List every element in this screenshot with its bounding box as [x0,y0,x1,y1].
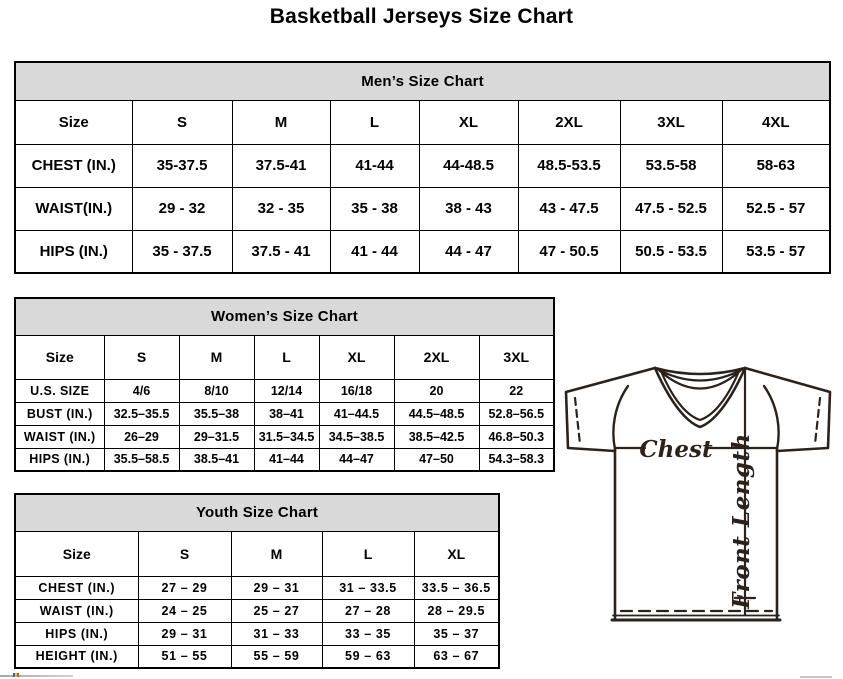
mens-cell: 44-48.5 [419,144,518,187]
jersey-left-armhole-seam [613,386,628,449]
youth-waist-row [15,599,499,622]
youth-cell: 28 – 29.5 [414,599,499,622]
mens-col-header-3xl: 3XL [620,100,722,144]
mens-cell: 53.5-58 [620,144,722,187]
mens-col-header-size: Size [15,100,132,144]
womens-col-header-2xl: 2XL [394,335,479,379]
mens-cell: 35 - 38 [330,187,419,230]
youth-cell: 51 – 55 [138,645,231,668]
womens-col-header-xl: XL [319,335,394,379]
youth-cell: 35 – 37 [414,622,499,645]
womens-row-label-hips: HIPS (IN.) [15,448,104,471]
womens-row-label-bust: BUST (IN.) [15,402,104,425]
youth-col-header-l: L [322,531,414,576]
mens-cell: 37.5-41 [232,144,330,187]
youth-row-label-hips: HIPS (IN.) [15,622,138,645]
mens-chest-row [15,144,830,187]
youth-col-header-size: Size [15,531,138,576]
jersey-right-armhole-seam [764,386,779,449]
jersey-left-cuff-dash [575,398,580,444]
mens-table-title: Men’s Size Chart [15,62,830,100]
mens-row-label-chest: CHEST (IN.) [15,144,132,187]
jersey-diagram [558,358,840,630]
mens-row-label-waist: WAIST(IN.) [15,187,132,230]
womens-cell: 54.3–58.3 [479,448,554,471]
front-length-label: Front Length [728,433,755,609]
mens-col-header-s: S [132,100,232,144]
youth-col-header-s: S [138,531,231,576]
womens-cell: 38–41 [254,402,319,425]
youth-cell: 55 – 59 [231,645,322,668]
mens-col-header-l: L [330,100,419,144]
womens-cell: 16/18 [319,379,394,402]
youth-height-row [15,645,499,668]
youth-cell: 27 – 28 [322,599,414,622]
womens-cell: 4/6 [104,379,179,402]
womens-row-label-ussize: U.S. SIZE [15,379,104,402]
youth-cell: 31 – 33.5 [322,576,414,599]
mens-cell: 48.5-53.5 [518,144,620,187]
youth-cell: 29 – 31 [231,576,322,599]
womens-ussize-row [15,379,554,402]
chest-label: Chest [639,436,713,463]
mens-cell: 52.5 - 57 [722,187,830,230]
youth-cell: 29 – 31 [138,622,231,645]
youth-cell: 24 – 25 [138,599,231,622]
mens-waist-row [15,187,830,230]
mens-col-header-m: M [232,100,330,144]
womens-cell: 46.8–50.3 [479,425,554,448]
mens-cell: 35-37.5 [132,144,232,187]
youth-col-header-xl: XL [414,531,499,576]
mens-col-header-2xl: 2XL [518,100,620,144]
womens-cell: 44.5–48.5 [394,402,479,425]
womens-cell: 35.5–58.5 [104,448,179,471]
mens-cell: 43 - 47.5 [518,187,620,230]
mens-cell: 29 - 32 [132,187,232,230]
mens-row-label-hips: HIPS (IN.) [15,230,132,273]
youth-hips-row [15,622,499,645]
womens-cell: 35.5–38 [179,402,254,425]
jersey-right-cuff-dash [815,398,820,444]
womens-cell: 44–47 [319,448,394,471]
mens-col-header-4xl: 4XL [722,100,830,144]
mens-cell: 44 - 47 [419,230,518,273]
womens-cell: 38.5–41 [179,448,254,471]
jersey-right-sleeve-outline [745,368,830,451]
womens-cell: 41–44 [254,448,319,471]
jersey-vneck-inner [661,371,739,420]
womens-col-header-l: L [254,335,319,379]
womens-hips-row [15,448,554,471]
womens-col-header-s: S [104,335,179,379]
youth-cell: 31 – 33 [231,622,322,645]
youth-cell: 25 – 27 [231,599,322,622]
youth-cell: 33.5 – 36.5 [414,576,499,599]
mens-cell: 41-44 [330,144,419,187]
womens-cell: 31.5–34.5 [254,425,319,448]
womens-table-title: Women’s Size Chart [15,298,554,335]
taskbar-icon-fragment [13,673,19,677]
womens-size-table [14,297,555,472]
mens-hips-row [15,230,830,273]
mens-cell: 47.5 - 52.5 [620,187,722,230]
youth-row-label-waist: WAIST (IN.) [15,599,138,622]
womens-cell: 29–31.5 [179,425,254,448]
mens-cell: 50.5 - 53.5 [620,230,722,273]
womens-cell: 8/10 [179,379,254,402]
womens-col-header-3xl: 3XL [479,335,554,379]
mens-cell: 41 - 44 [330,230,419,273]
mens-cell: 35 - 37.5 [132,230,232,273]
page-title: Basketball Jerseys Size Chart [269,5,574,28]
womens-col-header-size: Size [15,335,104,379]
mens-cell: 38 - 43 [419,187,518,230]
youth-col-header-m: M [231,531,322,576]
womens-col-header-m: M [179,335,254,379]
womens-waist-row [15,425,554,448]
youth-table-title: Youth Size Chart [15,494,499,531]
womens-cell: 41–44.5 [319,402,394,425]
mens-cell: 37.5 - 41 [232,230,330,273]
scrollbar-fragment-left[interactable] [0,675,73,677]
youth-row-label-height: HEIGHT (IN.) [15,645,138,668]
womens-cell: 52.8–56.5 [479,402,554,425]
womens-cell: 47–50 [394,448,479,471]
youth-cell: 63 – 67 [414,645,499,668]
youth-chest-row [15,576,499,599]
mens-cell: 47 - 50.5 [518,230,620,273]
youth-cell: 33 – 35 [322,622,414,645]
mens-cell: 58-63 [722,144,830,187]
mens-size-table [14,61,831,274]
scrollbar-fragment-right[interactable] [800,676,832,678]
womens-cell: 26–29 [104,425,179,448]
jersey-collar-top-arc [655,368,745,374]
mens-col-header-xl: XL [419,100,518,144]
womens-row-label-waist: WAIST (IN.) [15,425,104,448]
womens-bust-row [15,402,554,425]
womens-cell: 22 [479,379,554,402]
youth-size-table [14,493,500,669]
mens-cell: 53.5 - 57 [722,230,830,273]
womens-cell: 38.5–42.5 [394,425,479,448]
youth-cell: 27 – 29 [138,576,231,599]
womens-cell: 32.5–35.5 [104,402,179,425]
womens-cell: 20 [394,379,479,402]
womens-cell: 12/14 [254,379,319,402]
womens-cell: 34.5–38.5 [319,425,394,448]
mens-cell: 32 - 35 [232,187,330,230]
youth-cell: 59 – 63 [322,645,414,668]
youth-row-label-chest: CHEST (IN.) [15,576,138,599]
